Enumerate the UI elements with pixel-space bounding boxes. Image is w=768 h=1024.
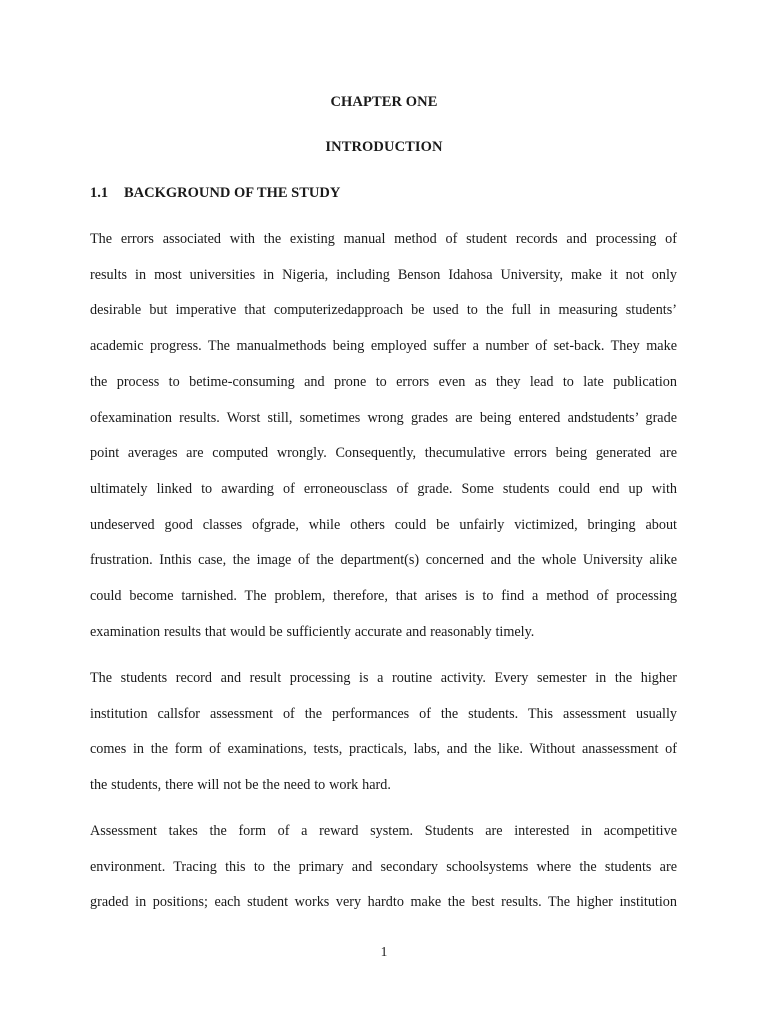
page-title: INTRODUCTION	[325, 139, 443, 155]
paragraph-line: undeserved good classes ofgrade, while others could be unfairly victimized, bringing about	[90, 516, 677, 533]
paragraph-line: Assessment takes the form of a reward system. Students are interested in acompetitive	[90, 823, 677, 839]
paragraph-line: The errors associated with the existing manual method of student records and processing of	[90, 231, 677, 247]
paragraph-1	[90, 222, 677, 650]
section-heading-text: BACKGROUND OF THE STUDY	[124, 185, 341, 201]
paragraph-line: graded in positions; each student works very hardto make the best results. The higher institution	[90, 894, 677, 911]
paragraph-3	[90, 814, 677, 921]
paragraph-line: results in most universities in Nigeria, including Benson Idahosa University, make it not only	[90, 266, 677, 283]
paragraph-line: point averages are computed wrongly. Consequently, thecumulative errors being generated are	[90, 445, 677, 462]
paragraph-line: could become tarnished. The problem, therefore, that arises is to find a method of processing	[90, 588, 677, 605]
paragraph-line: The students record and result processing is a routine activity. Every semester in the higher	[90, 670, 677, 686]
paragraph-line: the students, there will not be the need to work hard.	[90, 777, 391, 794]
paragraph-line: comes in the form of examinations, tests, practicals, labs, and the like. Without anassessment of	[90, 741, 677, 758]
section-number: 1.1	[90, 185, 109, 201]
paragraph-line: environment. Tracing this to the primary and secondary schoolsystems where the students are	[90, 858, 677, 875]
paragraph-line: institution callsfor assessment of the performances of the students. This assessment usually	[90, 705, 677, 722]
paragraph-line: examination results that would be sufficiently accurate and reasonably timely.	[90, 623, 535, 640]
paragraph-line: the process to betime-consuming and prone to errors even as they lead to late publication	[90, 373, 677, 390]
paragraph-line: desirable but imperative that computerizedapproach be used to the full in measuring students’	[90, 302, 677, 319]
page-number: 1	[380, 944, 388, 959]
paragraph-2	[90, 661, 677, 804]
chapter-title: CHAPTER ONE	[330, 94, 438, 110]
paragraph-line: ultimately linked to awarding of erroneousclass of grade. Some students could end up with	[90, 480, 677, 497]
paragraph-line: frustration. Inthis case, the image of the department(s) concerned and the whole University alike	[90, 552, 677, 569]
paragraph-line: ofexamination results. Worst still, sometimes wrong grades are being entered andstudents’ grade	[90, 409, 677, 426]
paragraph-line: academic progress. The manualmethods being employed suffer a number of set-back. They make	[90, 338, 677, 355]
section-heading	[90, 183, 340, 203]
